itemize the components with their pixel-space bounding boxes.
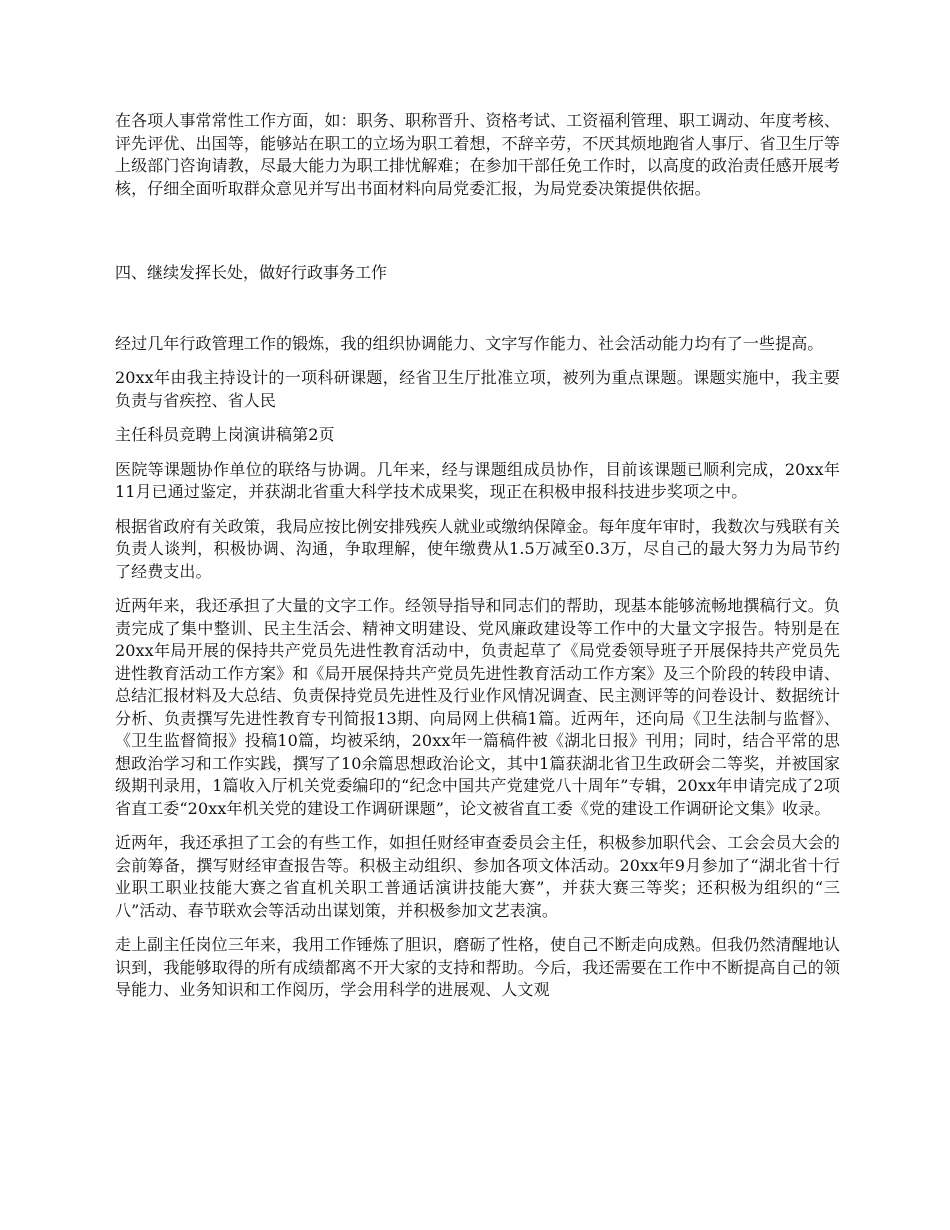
paragraph-reflection: 走上副主任岗位三年来，我用工作锤炼了胆识，磨砺了性格，使自己不断走向成熟。但我仍然清醒地认识到，我能够取得的所有成绩都离不开大家的支持和帮助。今后，我还需要在工作中不断提高自己的领导能力、业务知识和工作阅历，学会用科学的进展观、人文观 [115, 935, 840, 999]
paragraph-disability-fund: 根据省政府有关政策，我局应按比例安排残疾人就业或缴纳保障金。每年度年审时，我数次与残联有关负责人谈判，积极协调、沟通，争取理解，使年缴费从1.5万减至0.3万，尽自己的最大努力为局节约了经费支出。 [115, 516, 840, 581]
paragraph-personnel-work: 在各项人事常常性工作方面，如：职务、职称晋升、资格考试、工资福利管理、职工调动、年度考核、评先评优、出国等，能够站在职工的立场为职工着想，不辞辛劳，不厌其烦地跑省人事厅、省卫生厅等上级部门咨询请教，尽最大能力为职工排忧解难；在参加干部任免工作时，以高度的政治责任感开展考核，仔细全面听取群众意见并写出书面材料向局党委汇报，为局党委决策提供依据。 [115, 111, 840, 198]
paragraph-project-coordination: 医院等课题协作单位的联络与协调。几年来，经与课题组成员协作，目前该课题已顺利完成，20xx年11月已通过鉴定，并获湖北省重大科学技术成果奖，现正在积极申报科技进步奖项之中。 [115, 459, 840, 501]
spacer [115, 285, 840, 333]
spacer [115, 212, 840, 262]
page-marker: 主任科员竞聘上岗演讲稿第2页 [115, 425, 335, 444]
section-heading-4: 四、继续发挥长处，做好行政事务工作 [115, 263, 388, 282]
paragraph-writing-work: 近两年来，我还承担了大量的文字工作。经领导指导和同志们的帮助，现基本能够流畅地撰稿行文。负责完成了集中整训、民主生活会、精神文明建设、党风廉政建设等工作中的大量文字报告。特别是在20xx年局开展的保持共产党员先进性教育活动中，负责起草了《局党委领导班子开展保持共产党员先进性教育活动工作方案》和《局开展保持共产党员先进性教育活动工作方案》及三个阶段的转段申请、总结汇报材料及大总结、负责保持党员先进性及行业作风情况调查、民主测评等的问卷设计、数据统计分析、负责撰写先进性教育专刊简报13期、向局网上供稿1篇。近两年，还向局《卫生法制与监督》、《卫生监督简报》投稿10篇，均被采纳，20xx年一篇稿件被《湖北日报》刊用；同时，结合平常的思想政治学习和工作实践，撰写了10余篇思想政治论文，其中1篇获湖北省卫生政研会二等奖，并被国家级期刊录用，1篇收入厅机关党委编印的“纪念中国共产党建党八十周年”专辑，20xx年申请完成了2项省直工委“20xx年机关党的建设工作调研课题”，论文被省直工委《党的建设工作调研论文集》收录。 [115, 596, 840, 818]
paragraph-union-work: 近两年，我还承担了工会的有些工作，如担任财经审查委员会主任，积极参加职代会、工会会员大会的会前筹备，撰写财经审查报告等。积极主动组织、参加各项文体活动。20xx年9月参加了“湖北省十行业职工职业技能大赛之省直机关职工普通话演讲技能大赛”，并获大赛三等奖；还积极为组织的“三八”活动、春节联欢会等活动出谋划策，并积极参加文艺表演。 [115, 833, 840, 920]
paragraph-admin-skills: 经过几年行政管理工作的锻炼，我的组织协调能力、文字写作能力、社会活动能力均有了一些提高。 [115, 333, 824, 353]
paragraph-research-project: 20xx年由我主持设计的一项科研课题，经省卫生厅批准立项，被列为重点课题。课题实施中，我主要负责与省疾控、省人民 [115, 368, 840, 410]
document-page [115, 110, 840, 1014]
